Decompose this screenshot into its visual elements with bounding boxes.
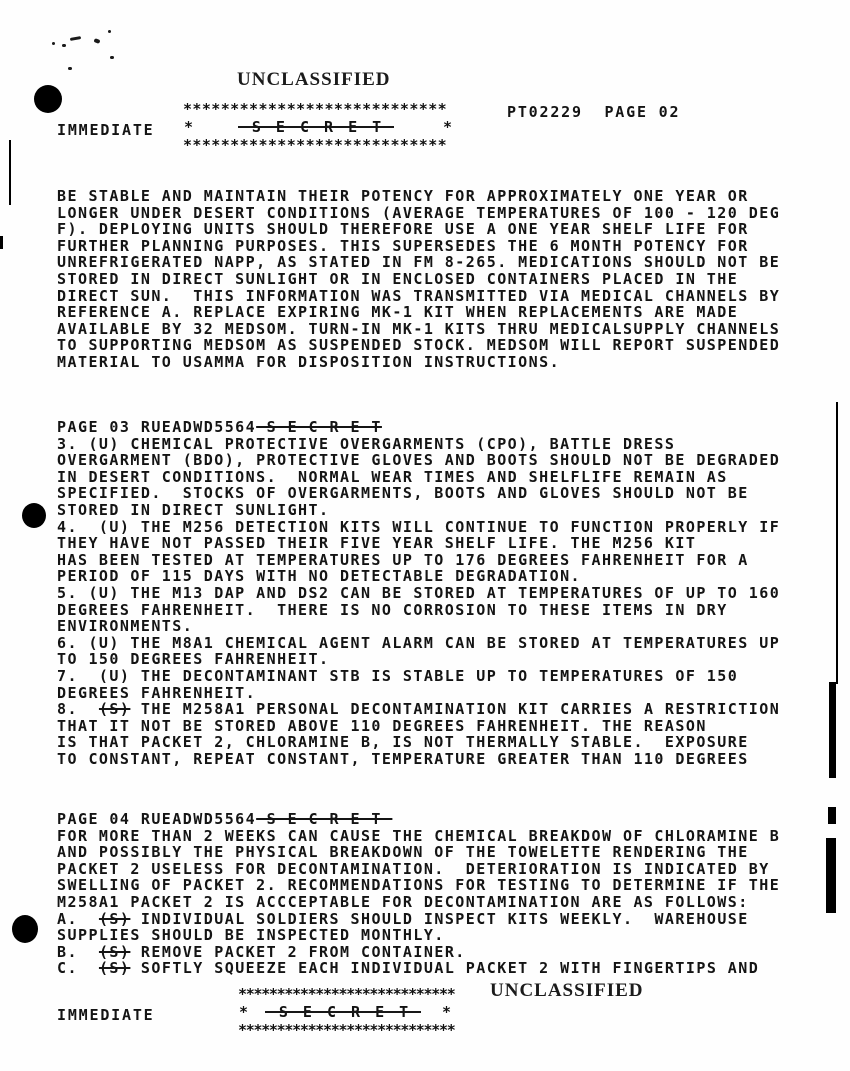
document-line: [57, 861, 780, 878]
text-segment: A.: [57, 909, 99, 928]
text-segment: IN DESERT CONDITIONS. NORMAL WEAR TIMES AND SHELFLIFE REMAIN AS: [57, 467, 728, 486]
text-segment: FOR MORE THAN 2 WEEKS CAN CAUSE THE CHEMICAL BREAKDOW OF CHLORAMINE B: [57, 826, 781, 845]
text-segment: REMOVE PACKET 2 FROM CONTAINER.: [130, 942, 466, 961]
document-line: [57, 602, 780, 619]
hole-punch-mark: [22, 503, 46, 528]
stamp-middle-row: [183, 118, 453, 136]
text-segment: STORED IN DIRECT SUNLIGHT OR IN ENCLOSED CONTAINERS PLACED IN THE: [57, 269, 739, 288]
text-segment: F). DEPLOYING UNITS SHOULD THEREFORE USE A ONE YEAR SHELF LIFE FOR: [57, 220, 749, 239]
struck-text: S E C R E T: [256, 418, 382, 436]
text-segment: 4. (U) THE M256 DETECTION KITS WILL CONTINUE TO FUNCTION PROPERLY IF: [57, 517, 781, 536]
document-line: [57, 877, 780, 894]
document-line: [57, 436, 780, 453]
document-line: [57, 288, 780, 305]
document-body-section-3: [57, 811, 780, 977]
text-segment: 7. (U) THE DECONTAMINANT STB IS STABLE UP TO TEMPERATURES OF 150: [57, 666, 739, 685]
hole-punch-mark: [34, 85, 62, 113]
text-segment: 3. (U) CHEMICAL PROTECTIVE OVERGARMENTS (CPO), BATTLE DRESS: [57, 434, 676, 453]
text-segment: PACKET 2 USELESS FOR DECONTAMINATION. DETERIORATION IS INDICATED BY: [57, 859, 770, 878]
document-line: [57, 585, 780, 602]
classification-stamp-top: [183, 100, 453, 154]
document-line: [57, 304, 780, 321]
text-segment: C.: [57, 959, 99, 978]
text-segment: PAGE 03 RUEADWD5564: [57, 418, 257, 436]
document-line: [57, 844, 780, 861]
text-segment: PERIOD OF 115 DAYS WITH NO DETECTABLE DEGRADATION.: [57, 567, 582, 586]
document-line: [57, 452, 780, 469]
unclassified-stamp-bottom: UNCLASSIFIED: [490, 980, 644, 1001]
stamp-star: *: [184, 118, 194, 136]
document-line: [57, 221, 780, 238]
stamp-star-row: ****************************: [238, 1021, 455, 1039]
hole-punch-mark: [12, 915, 38, 943]
text-segment: M258A1 PACKET 2 IS ACCCEPTABLE FOR DECONTAMINATION ARE AS FOLLOWS:: [57, 892, 749, 911]
document-line: [57, 485, 780, 502]
document-line: [57, 960, 780, 977]
text-segment: DIRECT SUN. THIS INFORMATION WAS TRANSMITTED VIA MEDICAL CHANNELS BY: [57, 286, 781, 305]
ink-speck: [62, 44, 66, 47]
scan-edge-artifact: [826, 838, 836, 913]
text-segment: AVAILABLE BY 32 MEDSOM. TURN-IN MK-1 KITS THRU MEDICALSUPPLY CHANNELS: [57, 319, 781, 338]
precedence-label-top: IMMEDIATE: [57, 121, 155, 139]
document-line: [57, 502, 780, 519]
document-line: [57, 635, 780, 652]
struck-text: (S): [98, 942, 131, 961]
text-segment: TO CONSTANT, REPEAT CONSTANT, TEMPERATURE GREATER THAN 110 DEGREES: [57, 749, 749, 768]
document-line: [57, 238, 780, 255]
document-line: [57, 894, 780, 911]
document-line: [57, 535, 780, 552]
text-segment: THAT IT NOT BE STORED ABOVE 110 DEGREES FAHRENHEIT. THE REASON: [57, 716, 707, 735]
document-line: [57, 354, 780, 371]
document-line: [57, 271, 780, 288]
ink-speck: [68, 67, 72, 70]
text-segment: THE M258A1 PERSONAL DECONTAMINATION KIT CARRIES A RESTRICTION: [130, 700, 781, 719]
text-segment: FURTHER PLANNING PURPOSES. THIS SUPERSEDES THE 6 MONTH POTENCY FOR: [57, 236, 749, 255]
document-line: [57, 927, 780, 944]
ink-speck: [110, 56, 114, 59]
document-line: [57, 188, 780, 205]
stamp-star: *: [239, 1003, 249, 1021]
text-segment: DEGREES FAHRENHEIT.: [57, 683, 257, 702]
document-body-section-1: [57, 188, 780, 371]
scan-edge-artifact: [836, 402, 838, 684]
struck-text: (S): [98, 959, 131, 978]
text-segment: REFERENCE A. REPLACE EXPIRING MK-1 KIT WHEN REPLACEMENTS ARE MADE: [57, 303, 739, 322]
text-segment: DEGREES FAHRENHEIT. THERE IS NO CORROSION TO THESE ITEMS IN DRY: [57, 600, 728, 619]
stamp-star-row: ****************************: [183, 136, 448, 154]
text-segment: ENVIRONMENTS.: [57, 617, 194, 636]
classification-stamp-bottom: [238, 985, 455, 1039]
text-segment: SWELLING OF PACKET 2. RECOMMENDATIONS FOR TESTING TO DETERMINE IF THE: [57, 876, 781, 895]
ink-speck: [108, 30, 111, 33]
document-line: [57, 734, 780, 751]
text-segment: 5. (U) THE M13 DAP AND DS2 CAN BE STORED AT TEMPERATURES OF UP TO 160: [57, 583, 781, 602]
stamp-star-row: ****************************: [238, 985, 455, 1003]
text-segment: IS THAT PACKET 2, CHLORAMINE B, IS NOT THERMALLY STABLE. EXPOSURE: [57, 733, 749, 752]
unclassified-stamp-top: UNCLASSIFIED: [237, 69, 391, 90]
text-segment: OVERGARMENT (BDO), PROTECTIVE GLOVES AND BOOTS SHOULD NOT BE DEGRADED: [57, 451, 781, 470]
precedence-label-bottom: IMMEDIATE: [57, 1006, 155, 1024]
document-line: [57, 618, 780, 635]
document-line: [57, 685, 780, 702]
document-line: [57, 701, 780, 718]
text-segment: SUPPLIES SHOULD BE INSPECTED MONTHLY.: [57, 926, 445, 945]
text-segment: BE STABLE AND MAINTAIN THEIR POTENCY FOR APPROXIMATELY ONE YEAR OR: [57, 187, 749, 205]
text-segment: INDIVIDUAL SOLDIERS SHOULD INSPECT KITS WEEKLY. WAREHOUSE: [130, 909, 749, 928]
text-segment: PAGE 04 RUEADWD5564: [57, 810, 257, 828]
document-body-section-2: [57, 419, 780, 767]
secret-struck-label: S E C R E T: [251, 118, 385, 136]
document-line: [57, 911, 780, 928]
text-segment: 6. (U) THE M8A1 CHEMICAL AGENT ALARM CAN BE STORED AT TEMPERATURES UP: [57, 633, 781, 652]
message-id: PT02229 PAGE 02: [507, 103, 681, 121]
text-segment: HAS BEEN TESTED AT TEMPERATURES UP TO 176 DEGREES FAHRENHEIT FOR A: [57, 550, 749, 569]
stamp-middle-row: [238, 1003, 452, 1021]
text-segment: THEY HAVE NOT PASSED THEIR FIVE YEAR SHELF LIFE. THE M256 KIT: [57, 534, 697, 553]
scan-edge-artifact: [0, 236, 3, 249]
scan-edge-artifact: [829, 682, 836, 778]
document-line: [57, 337, 780, 354]
text-segment: SOFTLY SQUEEZE EACH INDIVIDUAL PACKET 2 WITH FINGERTIPS AND: [130, 959, 760, 978]
document-line: [57, 321, 780, 338]
document-line: [57, 419, 780, 436]
document-line: [57, 651, 780, 668]
struck-text: (S): [98, 700, 131, 719]
document-line: [57, 944, 780, 961]
text-segment: UNREFRIGERATED NAPP, AS STATED IN FM 8-265. MEDICATIONS SHOULD NOT BE: [57, 253, 781, 272]
text-segment: 8.: [57, 700, 99, 719]
ink-speck: [93, 38, 100, 44]
document-line: [57, 828, 780, 845]
document-line: [57, 469, 780, 486]
scan-edge-artifact: [9, 140, 11, 205]
struck-text: (S): [98, 909, 131, 928]
text-segment: TO 150 DEGREES FAHRENHEIT.: [57, 650, 330, 669]
document-line: [57, 668, 780, 685]
text-segment: LONGER UNDER DESERT CONDITIONS (AVERAGE TEMPERATURES OF 100 - 120 DEG: [57, 203, 781, 222]
document-line: [57, 205, 780, 222]
text-segment: STORED IN DIRECT SUNLIGHT.: [57, 500, 330, 519]
document-line: [57, 751, 780, 768]
secret-struck-label: S E C R E T: [278, 1003, 412, 1021]
document-line: [57, 568, 780, 585]
text-segment: SPECIFIED. STOCKS OF OVERGARMENTS, BOOTS AND GLOVES SHOULD NOT BE: [57, 484, 749, 503]
text-segment: AND POSSIBLY THE PHYSICAL BREAKDOWN OF THE TOWELETTE RENDERING THE: [57, 843, 749, 862]
stamp-star: *: [441, 1003, 451, 1021]
ink-speck: [70, 36, 81, 41]
text-segment: MATERIAL TO USAMMA FOR DISPOSITION INSTRUCTIONS.: [57, 352, 561, 371]
document-line: [57, 718, 780, 735]
document-line: [57, 552, 780, 569]
ink-speck: [52, 42, 55, 45]
text-segment: B.: [57, 942, 99, 961]
stamp-star: *: [442, 118, 452, 136]
text-segment: TO SUPPORTING MEDSOM AS SUSPENDED STOCK. MEDSOM WILL REPORT SUSPENDED: [57, 336, 781, 355]
struck-text: S E C R E T: [256, 810, 393, 828]
stamp-star-row: ****************************: [183, 100, 448, 118]
scan-edge-artifact: [828, 807, 836, 824]
document-line: [57, 519, 780, 536]
document-line: [57, 811, 780, 828]
document-line: [57, 254, 780, 271]
